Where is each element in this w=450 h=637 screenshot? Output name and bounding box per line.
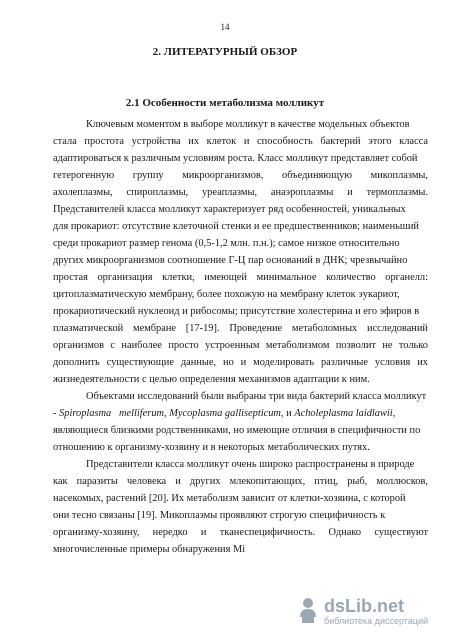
text-line: плазматической мембране [17-19]. Проведение метаболомных исследований (53, 323, 428, 334)
user-silhouette-icon (300, 598, 316, 623)
text-line: адаптироваться к различным условиям роста. Класс молликут представляет собой (53, 153, 418, 164)
text-line: простая организация клетки, имеющей минимальное количество органелл: (53, 272, 428, 283)
text-line: для прокариот: отсутствие клеточной стенки и ее предшественников; наименьший (53, 221, 419, 232)
watermark-caption: библиотека диссертаций (324, 616, 429, 626)
text-line: Представители класса молликут очень широко распространены в природе (86, 459, 415, 470)
watermark (292, 589, 442, 629)
text-line: организмов с наиболее просто устроенным метаболизмом позволит не только (53, 340, 428, 351)
text-line: Представителей класса молликут характеризует ряд особенностей, уникальных (53, 204, 406, 215)
text-line: Ключевым моментом в выборе молликут в качестве модельных объектов (86, 119, 410, 130)
text-line: насекомых, растений [20]. Их метаболизм зависит от клетки-хозяина, с которой (53, 493, 406, 504)
text-line: стала простота устройства их клеток и способность бактерий этого класса (53, 136, 428, 147)
text-line: цитоплазматическую мембрану, более похожую на мембрану клеток эукариот, (53, 289, 400, 300)
text-line: Объектами исследований были выбраны три вида бактерий класса молликут (86, 391, 427, 402)
text-line: прокариотический нуклеоид и рибосомы; присутствие холестерина и его эфиров в (53, 306, 420, 317)
text-line (53, 405, 428, 422)
section-title: 2.1 Особенности метаболизма молликут (125, 97, 325, 109)
text-line: среди прокариот размер генома (0,5-1,2 млн. п.н.); самое низкое относительно (53, 238, 400, 249)
chapter-title: 2. ЛИТЕРАТУРНЫЙ ОБЗОР (152, 46, 298, 58)
text-line: отношению к организму-хозяину и в некоторых метаболических путях. (53, 442, 370, 453)
watermark-brand: dsLib.net (324, 596, 404, 616)
text-line: гетерогенную группу микроорганизмов, объединяющую микоплазмы, (53, 170, 428, 181)
text-line: многочисленные примеры обнаружения Mi (53, 544, 246, 555)
species-list: - Spiroplasma melliferum, Mycoplasma gallisepticum, и Acholeplasma laidlawii, (53, 408, 396, 419)
text-line: являющиеся близкими родственниками, но имеющие отличия в специфичности по (53, 425, 421, 436)
text-line: дополнить существующие данные, но и моделировать различные условия их (53, 357, 428, 368)
text-line: они тесно связаны [19]. Микоплазмы проявляют строгую специфичность к (53, 510, 386, 521)
text-line: организму-хозяину, нередко и тканеспецифичность. Однако существуют (53, 527, 428, 538)
watermark-graphic (292, 589, 442, 629)
page-number: 14 (220, 22, 230, 32)
text-line: как паразиты человека и других млекопитающих, птиц, рыб, моллюсков, (53, 476, 428, 487)
text-line: жизнедеятельности с целью определения механизмов адаптации к ним. (53, 374, 370, 385)
text-line: других микроорганизмов соотношение Г-Ц пар оснований в ДНК; чрезвычайно (53, 255, 408, 266)
text-line: ахолеплазмы, спироплазмы, уреаплазмы, анаэроплазмы и термоплазмы. (53, 187, 428, 198)
